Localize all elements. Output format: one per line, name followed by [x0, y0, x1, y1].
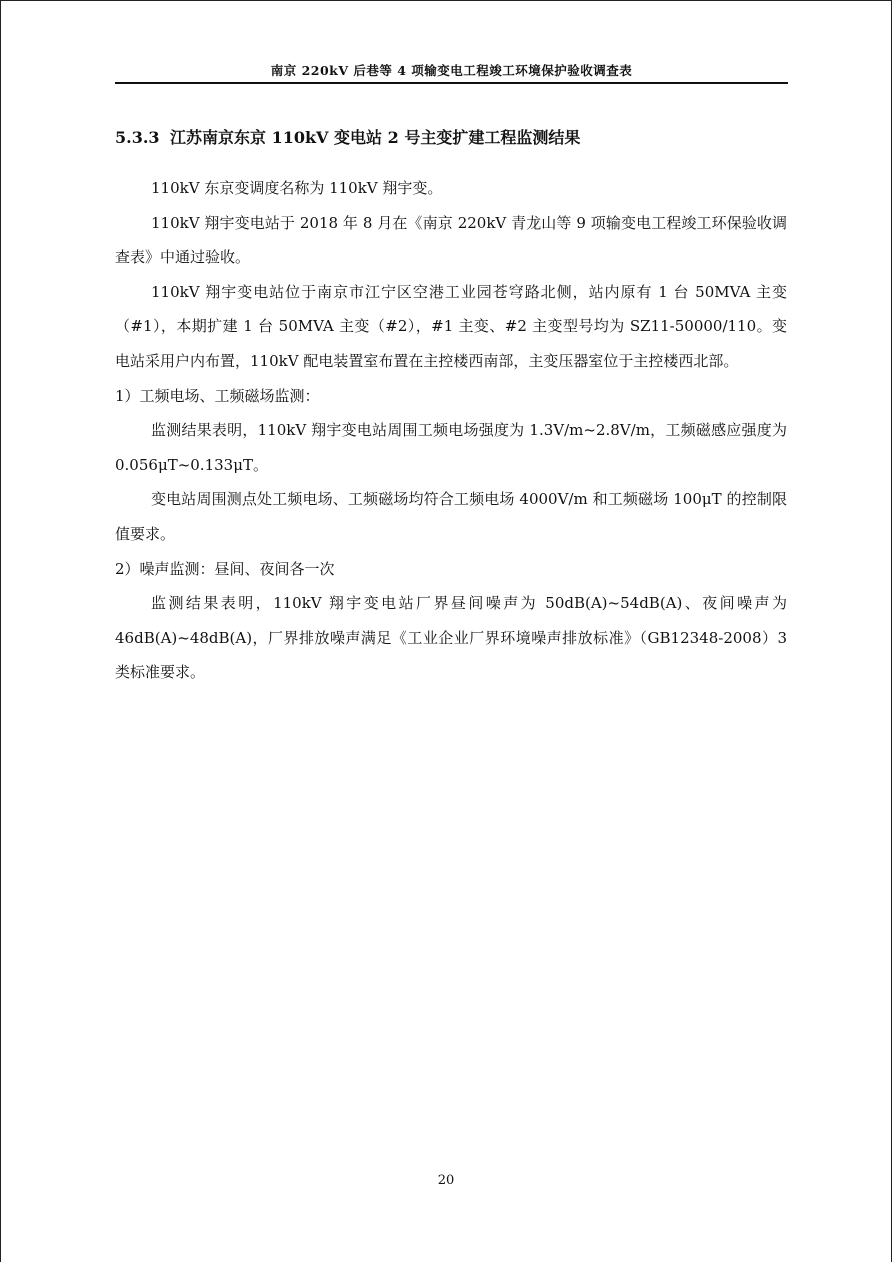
section-heading [115, 125, 787, 151]
paragraph-dispatch-name: 110kV 东京变调度名称为 110kV 翔宇变。 [151, 179, 443, 197]
section-number: 5.3.3 [115, 128, 160, 147]
running-header: 南京 220kV 后巷等 4 项输变电工程竣工环境保护验收调查表 [270, 63, 633, 78]
document-body [115, 125, 787, 690]
section-title: 江苏南京东京 110kV 变电站 2 号主变扩建工程监测结果 [170, 128, 581, 147]
paragraph-site-description: 110kV 翔宇变电站位于南京市江宁区空港工业园苍穹路北侧，站内原有 1 台 50MVA 主变（#1），本期扩建 1 台 50MVA 主变（#2），#1 主变、#2 主变型号均为 SZ11-50000/110。变电站采用户内布置，110kV 配电装置室布置在主控楼西南部，主变压器室位于主控楼西北部。 [115, 282, 787, 370]
paragraph-acceptance: 110kV 翔宇变电站于 2018 年 8 月在《南京 220kV 青龙山等 9 项输变电工程竣工环保验收调查表》中通过验收。 [115, 213, 787, 267]
paragraph-field-compliance: 变电站周围测点处工频电场、工频磁场均符合工频电场 4000V/m 和工频磁场 100μT 的控制限值要求。 [115, 490, 787, 543]
subheading-field-monitoring: 1）工频电场、工频磁场监测： [115, 386, 320, 405]
page-number: 20 [437, 1173, 455, 1188]
page-border-top [0, 0, 892, 1]
subheading-noise-monitoring: 2）噪声监测：昼间、夜间各一次 [115, 559, 335, 578]
header-rule [115, 82, 788, 84]
page-border-left [0, 0, 1, 1262]
paragraph-noise-results: 监测结果表明，110kV 翔宇变电站厂界昼间噪声为 50dB(A)~54dB(A)、夜间噪声为 46dB(A)~48dB(A)，厂界排放噪声满足《工业企业厂界环境噪声排放标准》（GB12348-2008）3 类标准要求。 [115, 594, 787, 682]
paragraph-field-results: 监测结果表明，110kV 翔宇变电站周围工频电场强度为 1.3V/m~2.8V/m，工频磁感应强度为 0.056μT~0.133μT。 [115, 421, 787, 474]
